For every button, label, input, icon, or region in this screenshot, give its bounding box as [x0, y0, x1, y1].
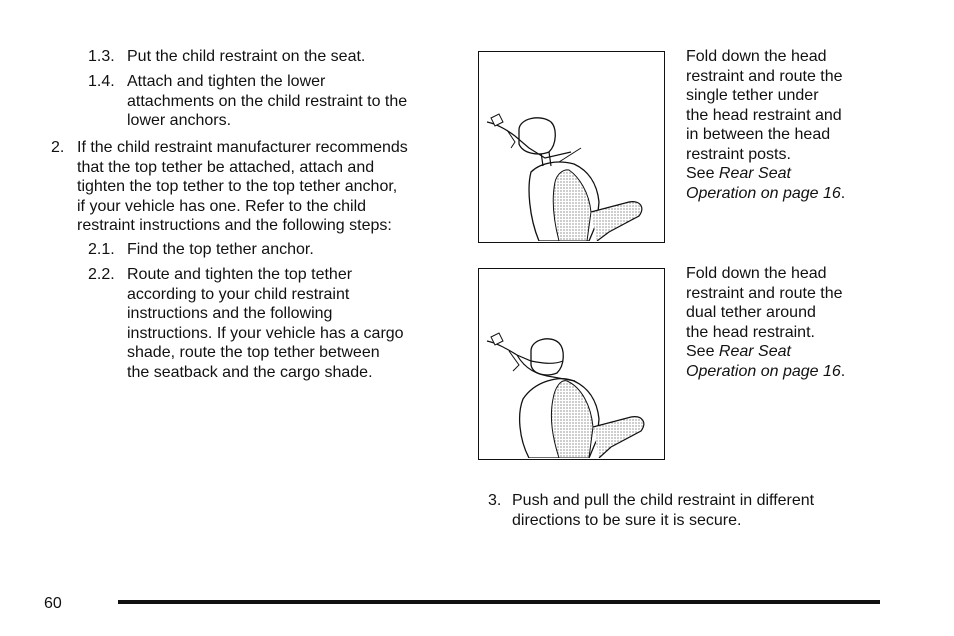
page-number: 60	[44, 595, 62, 612]
see-reference-line	[686, 342, 791, 362]
figure-1-seat-illustration	[478, 51, 665, 243]
caption-line: the head restraint.	[686, 323, 815, 341]
step-number: 1.3.	[88, 48, 115, 65]
caption-line: restraint posts.	[686, 145, 791, 163]
see-reference-line	[686, 184, 845, 204]
step-number: 1.4.	[88, 73, 115, 90]
seat-single-tether-illustration	[479, 52, 663, 241]
see-reference-link[interactable]: Operation on page 16	[686, 362, 841, 380]
footer-rule	[118, 600, 880, 604]
step-text-line: the seatback and the cargo shade.	[127, 363, 373, 381]
step-text-line: If the child restraint manufacturer recommends	[77, 139, 408, 156]
caption-line: single tether under	[686, 87, 819, 104]
step-text-line: instructions. If your vehicle has a cargo	[127, 324, 404, 342]
step-text-line: Push and pull the child restraint in different	[512, 492, 815, 509]
see-prefix: See	[686, 343, 719, 360]
step-text-line: Route and tighten the top tether	[127, 266, 353, 283]
step-text-line: restraint instructions and the following steps:	[77, 217, 392, 234]
figure-2-seat-illustration	[478, 268, 665, 460]
see-reference-line	[686, 362, 845, 382]
caption-line: restraint and route the	[686, 284, 843, 302]
see-suffix: .	[840, 184, 846, 202]
see-reference-line	[686, 164, 791, 184]
caption-line: dual tether around	[686, 304, 816, 321]
see-reference-link[interactable]: Rear Seat	[718, 165, 791, 182]
caption-line: Fold down the head	[686, 48, 827, 65]
step-text-line: according to your child restraint	[127, 285, 350, 303]
step-text-line: tighten the top tether to the top tether anchor,	[77, 178, 398, 195]
step-text-line: lower anchors.	[127, 112, 232, 129]
step-text-line: instructions and the following	[127, 305, 333, 322]
step-text-line: directions to be sure it is secure.	[512, 511, 742, 529]
step-text-line: Attach and tighten the lower	[127, 73, 326, 90]
step-text-line: Find the top tether anchor.	[127, 241, 314, 258]
step-text-line: if your vehicle has one. Refer to the child	[77, 197, 367, 215]
step-text-line: that the top tether be attached, attach and	[77, 158, 375, 176]
see-reference-link[interactable]: Rear Seat	[718, 343, 791, 360]
step-number: 2.1.	[88, 241, 115, 258]
step-text-line: attachments on the child restraint to the	[127, 92, 408, 110]
caption-line: in between the head	[686, 126, 831, 143]
caption-line: the head restraint and	[686, 106, 842, 124]
see-suffix: .	[840, 362, 846, 380]
seat-dual-tether-illustration	[479, 269, 663, 458]
step-text-line: Put the child restraint on the seat.	[127, 48, 366, 65]
caption-line: Fold down the head	[686, 265, 827, 282]
see-prefix: See	[686, 165, 719, 182]
step-number: 2.	[51, 139, 65, 156]
step-number: 2.2.	[88, 266, 115, 283]
caption-line: restraint and route the	[686, 67, 843, 85]
see-reference-link[interactable]: Operation on page 16	[686, 184, 841, 202]
step-text-line: shade, route the top tether between	[127, 344, 380, 361]
step-number: 3.	[488, 492, 502, 509]
